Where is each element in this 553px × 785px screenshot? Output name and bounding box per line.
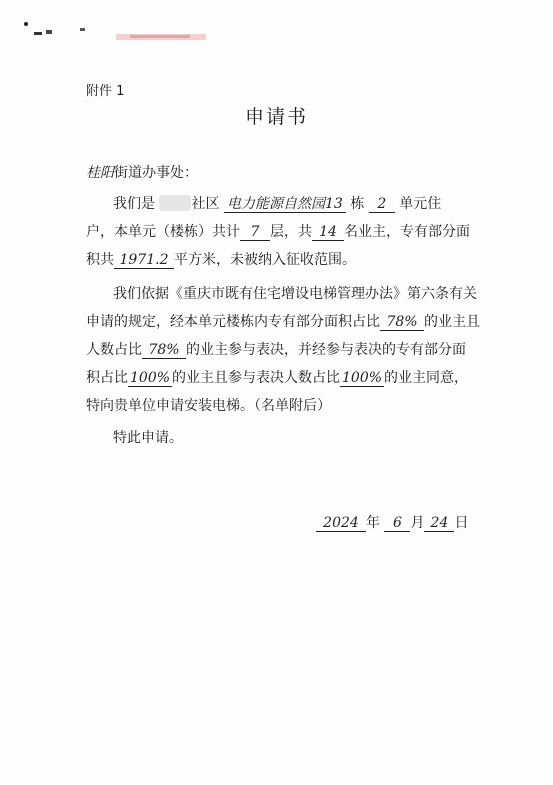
p2-l4b: 的业主且参与表决人数占比 <box>172 370 340 386</box>
pct2-handwritten: 78% <box>142 342 186 359</box>
p2-line4 <box>86 367 468 387</box>
p2-l3a: 人数占比 <box>86 342 142 358</box>
closing: 特此申请。 <box>113 430 183 446</box>
p2-line3 <box>86 339 466 359</box>
year-label: 年 <box>366 515 380 531</box>
area-handwritten: 1971.2 <box>114 252 174 269</box>
month-label: 月 <box>410 515 425 531</box>
day-label: 日 <box>454 515 469 531</box>
p1-line2 <box>86 221 470 241</box>
pct4-handwritten: 100% <box>342 370 383 386</box>
p1-l3a: 积共 <box>86 252 114 268</box>
p2-l4a: 积占比 <box>86 370 128 386</box>
p1-community: 社区 <box>191 196 220 212</box>
month-handwritten: 6 <box>384 515 410 532</box>
scan-artifact <box>20 18 220 54</box>
p1-intro: 我们是 <box>113 196 155 212</box>
p1-unit-label: 单元住 <box>399 196 442 212</box>
p2-l3b: 的业主参与表决，并经参与表决的专有部分面 <box>186 342 466 358</box>
pct1-handwritten: 78% <box>380 314 424 331</box>
day-handwritten: 24 <box>424 515 454 532</box>
p1-l3b: 平方米，未被纳入征收范围。 <box>174 252 356 268</box>
building-handwritten: 2 <box>369 196 395 213</box>
attachment-label: 附件 1 <box>86 84 125 99</box>
signature-date <box>316 512 468 532</box>
p1-l2c: 名业主，专有部分面 <box>344 224 470 240</box>
pct3-handwritten: 100% <box>130 370 171 386</box>
p1-l2b: 层，共 <box>270 224 312 240</box>
document-title: 申请书 <box>244 106 308 128</box>
addressee-text: 街道办事处： <box>114 165 198 181</box>
address-handwritten: 电力能源自然园13 <box>224 196 346 213</box>
p2-l2a: 申请的规定，经本单元楼栋内专有部分面积占比 <box>86 314 380 330</box>
p2-line5: 特向贵单位申请安装电梯。（名单附后） <box>86 398 331 414</box>
p1-building-label: 栋 <box>350 196 365 212</box>
year-handwritten: 2024 <box>316 515 366 532</box>
p2-l2b: 的业主且 <box>424 314 480 330</box>
addressee-handwritten: 桂阳 <box>86 165 114 181</box>
p2-line2 <box>86 311 480 331</box>
addressee <box>86 162 198 182</box>
floors-handwritten: 7 <box>240 224 270 241</box>
owners-handwritten: 14 <box>312 224 344 241</box>
redacted-block <box>159 195 191 211</box>
p2-line1: 我们依据《重庆市既有住宅增设电梯管理办法》第六条有关 <box>113 286 477 302</box>
p1-l2a: 户，本单元（楼栋）共计 <box>86 224 240 240</box>
p1-line3 <box>86 249 356 269</box>
p1-line1 <box>113 193 441 213</box>
p2-l4c: 的业主同意， <box>384 370 468 386</box>
